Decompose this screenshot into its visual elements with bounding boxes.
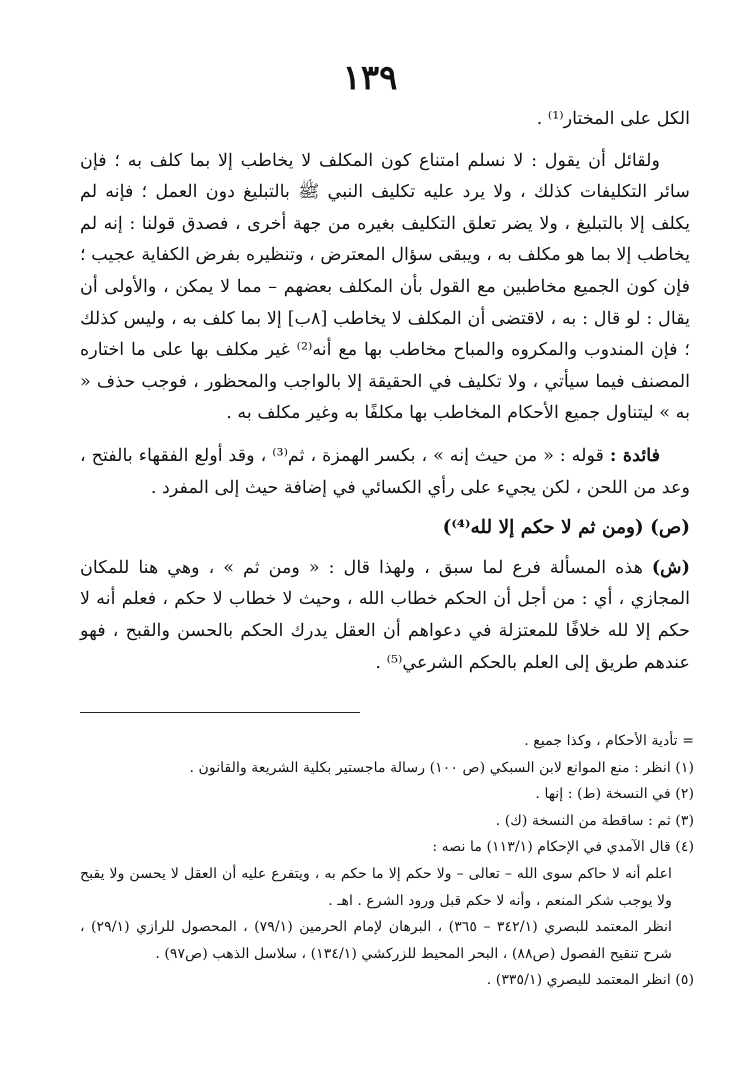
section-heading: (ص) (ومن ثم لا حكم إلا لله⁽⁴⁾)	[442, 517, 690, 539]
footnotes	[80, 728, 694, 994]
benefit-label: فائدة :	[609, 444, 660, 466]
commentary-text: هذه المسألة فرع لما سبق ، ولهذا قال : « ومن ثم » ، وهي هنا للمكان المجازي ، أي : من أجل أن الحكم خطاب الله ، وحيث لا خطاب لا حكم ، فعلم أنه لا حكم إلا لله خلافًا للمعتزلة في دعواهم أن العقل يدرك الحكم بالحسن والقبح ، فهو عندهم طريق إلى العلم بالحكم الشرعي⁽⁵⁾ .	[80, 557, 690, 673]
paragraph-opening: الكل على المختار⁽¹⁾ .	[536, 109, 690, 129]
benefit-text: قوله : « من حيث إنه » ، بكسر الهمزة ، ثم⁽³⁾ ، وقد أولع الفقهاء بالفتح ، وعد من اللحن ، لكن يجيء على رأي الكسائي في إضافة حيث إلى المفرد .	[80, 445, 690, 498]
page-number: ١٣٩	[342, 58, 398, 98]
footnote-3: (٣) ثم : ساقطة من النسخة (ك) .	[495, 812, 694, 829]
paragraph-benefit	[80, 440, 690, 504]
footnote-continuation: = تأدية الأحكام ، وكذا جميع .	[524, 733, 694, 749]
commentary-label: (ش)	[651, 556, 690, 578]
footnote-4-quote: اعلم أنه لا حاكم سوى الله – تعالى – ولا حكم إلا ما حكم به ، ويتفرع عليه أن العقل لا يحسن ولا يقبح ولا يوجب شكر المنعم ، وأنه لا حكم قبل ورود الشرع . اهـ .	[80, 865, 672, 909]
footnote-4-references: انظر المعتمد للبصري (٣٤٢/١ – ٣٦٥) ، البرهان لإمام الحرمين (٧٩/١) ، المحصول للرازي (٢٩/١) ، شرح تنقيح الفصول (ص٨٨) ، البحر المحيط للزركشي (١٣٤/١) ، سلاسل الذهب (ص٩٧) .	[80, 919, 672, 962]
paragraph-objection: ولقائل أن يقول : لا نسلم امتناع كون المكلف لا يخاطب إلا بما كلف به ؛ فإن سائر التكليفات كذلك ، ولا يرد عليه تكليف النبي ﷺ بالتبليغ دون العمل ؛ فإنه لم يكلف إلا بالتبليغ ، ولا يضر تعلق التكليف بغيره من جهة أخرى ، فصدق قولنا : إنه لم يخاطب إلا بما هو مكلف به ، ويبقى سؤال المعترض ، وتنظيره بفرض الكفاية عجيب ؛ فإن كون الجميع مخاطبين مع القول بأن المكلف بعضهم – مما لا يمكن ، والأولى أن يقال : لو قال : به ، لاقتضى أن المكلف لا يخاطب [٨ب] إلا بما كلف به ، وليس كذلك ؛ فإن المندوب والمكروه والمباح مخاطب بها مع أنه⁽²⁾ غير مكلف بها على ما اختاره المصنف فيما سيأتي ، ولا تكليف في الحقيقة إلا بالواجب والمحظور ، فوجب حذف « به » ليتناول جميع الأحكام المخاطب بها مكلفًا به وغير مكلف به .	[80, 150, 690, 424]
paragraph-commentary	[80, 552, 690, 679]
footnote-2: (٢) في النسخة (ط) : إنها .	[535, 786, 694, 803]
footnote-1: (١) انظر : منع الموانع لابن السبكي (ص ١٠٠) رسالة ماجستير بكلية الشريعة والقانون .	[189, 759, 694, 776]
main-text	[80, 104, 690, 679]
footnote-4: (٤) قال الآمدي في الإحكام (١١٣/١) ما نصه :	[432, 839, 694, 856]
footnote-5: (٥) انظر المعتمد للبصري (٣٣٥/١) .	[486, 972, 694, 989]
footnote-divider	[80, 712, 360, 713]
